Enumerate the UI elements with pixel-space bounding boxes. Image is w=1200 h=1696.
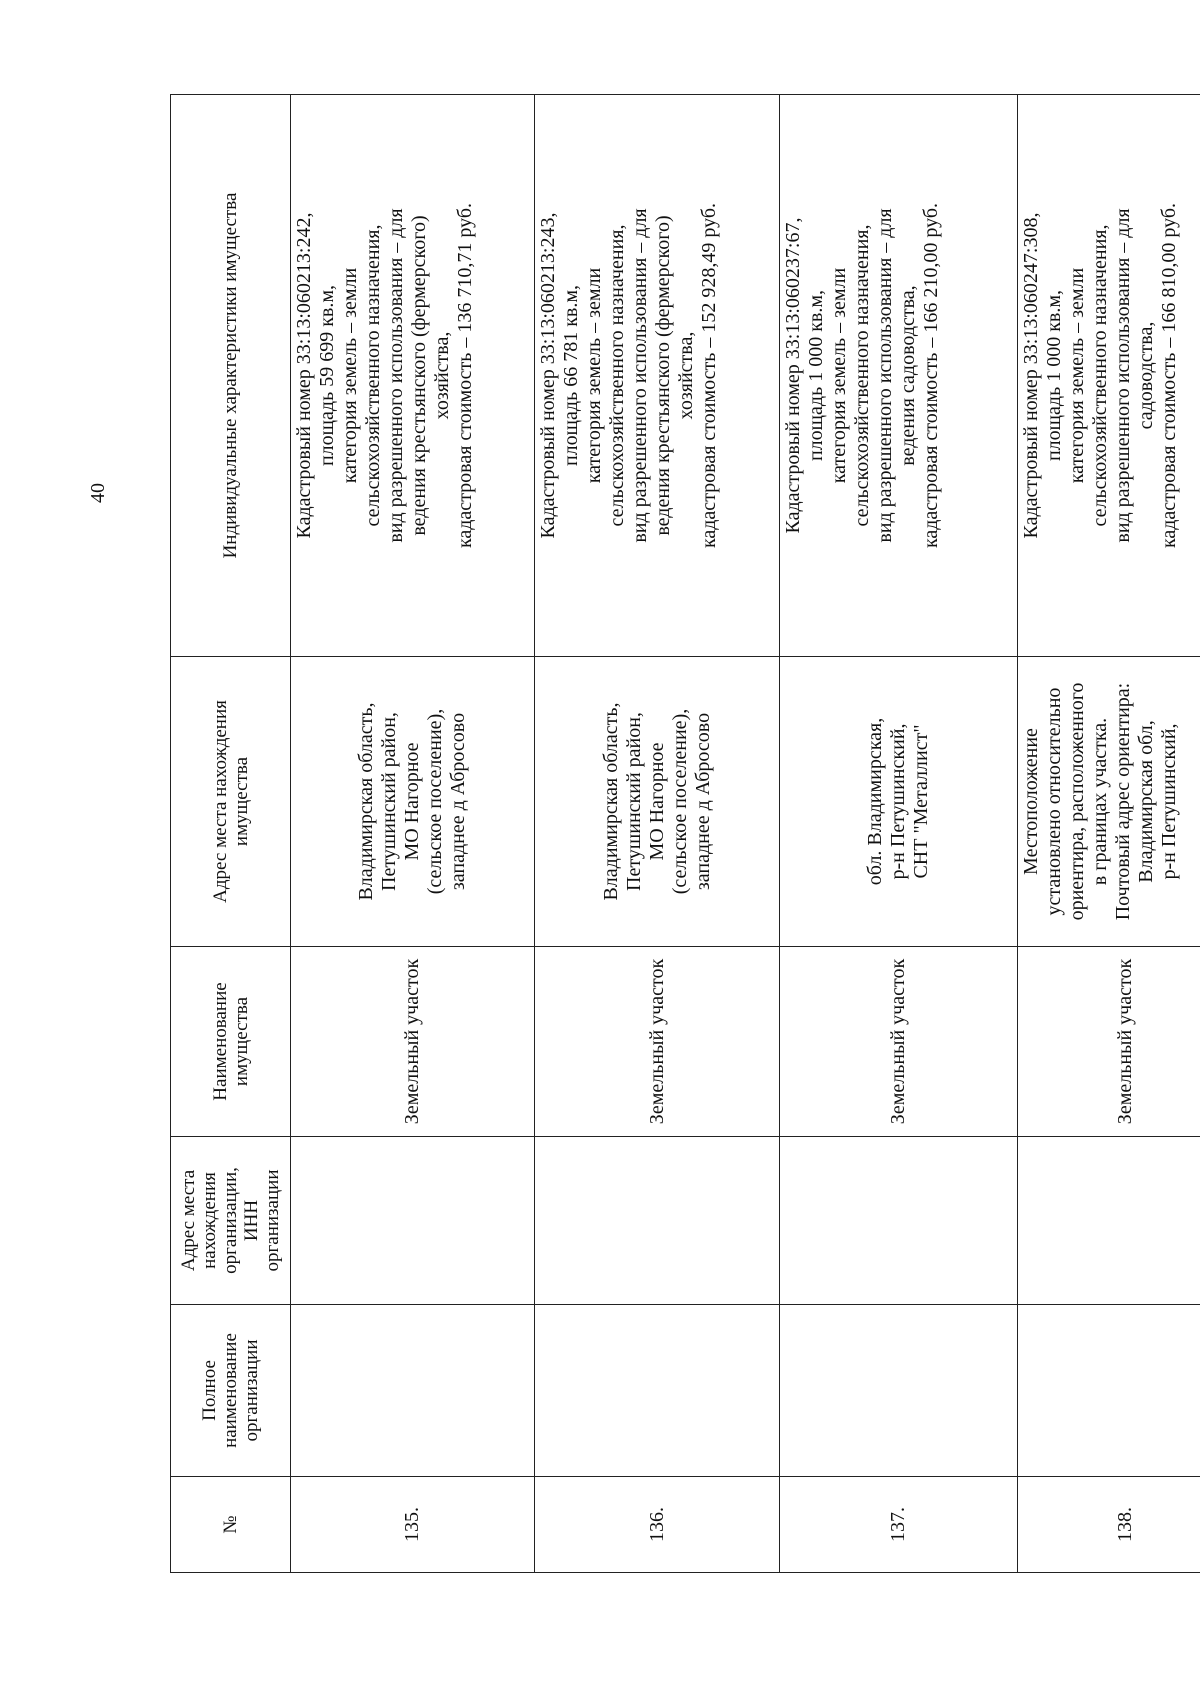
characteristics-line: сельскохозяйственного назначения, <box>1089 224 1112 527</box>
characteristics-line: Кадастровый номер 33:13:060247:308, <box>1020 212 1043 539</box>
address-line: установлено относительно <box>1043 687 1066 916</box>
cell-num: 137. <box>779 1477 1017 1573</box>
characteristics-line: категория земель – земли <box>583 267 606 484</box>
cell-org-name <box>291 1305 535 1477</box>
characteristics-line: Кадастровый номер 33:13:060213:243, <box>537 212 560 539</box>
characteristics-line: кадастровая стоимость – 166 210,00 руб. <box>919 202 942 549</box>
address-line: (сельское поселение), <box>424 708 447 895</box>
table-row <box>291 95 535 1573</box>
cell-property-characteristics <box>291 95 535 657</box>
address-line: Владимирская обл, <box>1135 720 1158 883</box>
header-org-addr-line: организации, <box>220 1167 241 1274</box>
characteristics-line: Кадастровый номер 33:13:060213:242, <box>293 212 315 539</box>
characteristics-line: категория земель – земли <box>827 267 850 484</box>
characteristics-line: хозяйства, <box>675 331 698 420</box>
address-line: Владимирская область, <box>599 702 622 901</box>
address-line: западнее д Абросово <box>691 712 714 891</box>
address-line: в границах участка. <box>1089 717 1112 886</box>
header-org-addr <box>171 1137 291 1305</box>
header-property-name-line: имущества <box>230 996 252 1087</box>
address-line: СНТ "Металлист" <box>910 724 933 879</box>
cell-property-name: Земельный участок <box>1018 947 1200 1137</box>
cell-org-addr <box>779 1137 1017 1305</box>
address-line: обл. Владимирская, <box>864 717 887 886</box>
characteristics-line: кадастровая стоимость – 152 928,49 руб. <box>698 202 721 549</box>
cell-org-name <box>535 1305 779 1477</box>
address-line: р-н Петушинский, <box>1158 723 1181 880</box>
characteristics-line: кадастровая стоимость – 166 810,00 руб. <box>1158 202 1181 549</box>
characteristics-line: вид разрешенного использования – для <box>629 208 652 543</box>
header-property-address <box>171 657 291 947</box>
characteristics-line: ведения садоводства, <box>896 285 919 466</box>
header-property-characteristics: Индивидуальные характеристики имущества <box>171 95 291 657</box>
characteristics-line: Кадастровый номер 33:13:060237:67, <box>781 217 804 534</box>
address-line: Почтовый адрес ориентира: <box>1112 682 1135 921</box>
characteristics-line: сельскохозяйственного назначения, <box>850 224 873 527</box>
table-header-row <box>171 95 291 1573</box>
cell-property-address <box>535 657 779 947</box>
header-property-name <box>171 947 291 1137</box>
header-property-name-line: Наименование <box>209 982 231 1101</box>
characteristics-line: площадь 1 000 кв.м, <box>1043 289 1066 462</box>
property-table <box>170 94 1200 1573</box>
cell-org-addr <box>535 1137 779 1305</box>
cell-property-characteristics <box>779 95 1017 657</box>
property-table-rotated <box>170 95 1200 1573</box>
characteristics-line: ведения крестьянского (фермерского) <box>652 215 675 536</box>
cell-property-address <box>291 657 535 947</box>
address-line: МО Нагорное <box>645 742 668 861</box>
cell-property-characteristics <box>535 95 779 657</box>
characteristics-line: площадь 1 000 кв.м, <box>804 289 827 462</box>
address-line: р-н Петушинский, <box>887 723 910 880</box>
cell-num: 135. <box>291 1477 535 1573</box>
cell-org-name <box>1018 1305 1200 1477</box>
characteristics-line: сельскохозяйственного назначения, <box>606 224 629 527</box>
table-row <box>535 95 779 1573</box>
header-org-addr-line: ИНН <box>241 1199 262 1242</box>
characteristics-line: площадь 66 781 кв.м, <box>560 284 583 467</box>
characteristics-line: садоводства, <box>1135 321 1158 430</box>
cell-num: 138. <box>1018 1477 1200 1573</box>
cell-property-characteristics <box>1018 95 1200 657</box>
characteristics-line: вид разрешенного использования – для <box>385 208 407 543</box>
cell-num: 136. <box>535 1477 779 1573</box>
address-line: Владимирская область, <box>355 702 378 901</box>
page-number: 40 <box>87 483 109 503</box>
characteristics-line: вид разрешенного использования – для <box>873 208 896 543</box>
characteristics-line: сельскохозяйственного назначения, <box>362 224 384 527</box>
cell-property-address <box>1018 657 1200 947</box>
address-line: (сельское поселение), <box>668 708 691 895</box>
header-org-name-line: организации <box>241 1339 262 1442</box>
address-line: Петушинский район, <box>622 712 645 891</box>
cell-property-name: Земельный участок <box>779 947 1017 1137</box>
header-org-addr-line: нахождения <box>199 1172 220 1269</box>
table-row <box>779 95 1017 1573</box>
characteristics-line: ведения крестьянского (фермерского) <box>408 215 430 536</box>
address-line: западнее д Абросово <box>447 712 470 891</box>
header-org-name <box>171 1305 291 1477</box>
address-line: Местоположение <box>1020 728 1043 875</box>
header-num: № <box>171 1477 291 1573</box>
address-line: ориентира, расположенного <box>1066 682 1089 921</box>
header-org-addr-line: организации <box>262 1169 283 1272</box>
table-row <box>1018 95 1200 1573</box>
characteristics-line: кадастровая стоимость – 136 710,71 руб. <box>454 202 476 549</box>
characteristics-line: категория земель – земли <box>339 267 361 484</box>
characteristics-line: категория земель – земли <box>1066 267 1089 484</box>
cell-org-addr <box>1018 1137 1200 1305</box>
cell-org-name <box>779 1305 1017 1477</box>
cell-property-name: Земельный участок <box>535 947 779 1137</box>
header-property-address-line: имущества <box>230 756 252 847</box>
characteristics-line: хозяйства, <box>431 331 453 420</box>
cell-org-addr <box>291 1137 535 1305</box>
cell-property-name: Земельный участок <box>291 947 535 1137</box>
characteristics-line: вид разрешенного использования – для <box>1112 208 1135 543</box>
characteristics-line: площадь 59 699 кв.м, <box>316 284 338 467</box>
cell-property-address <box>779 657 1017 947</box>
address-line: МО Нагорное <box>401 742 424 861</box>
address-line: Петушинский район, <box>378 712 401 891</box>
header-org-addr-line: Адрес места <box>178 1169 199 1272</box>
header-org-name-line: Полное <box>199 1360 220 1421</box>
header-org-name-line: наименование <box>220 1333 241 1448</box>
header-property-address-line: Адрес места нахождения <box>209 700 231 903</box>
